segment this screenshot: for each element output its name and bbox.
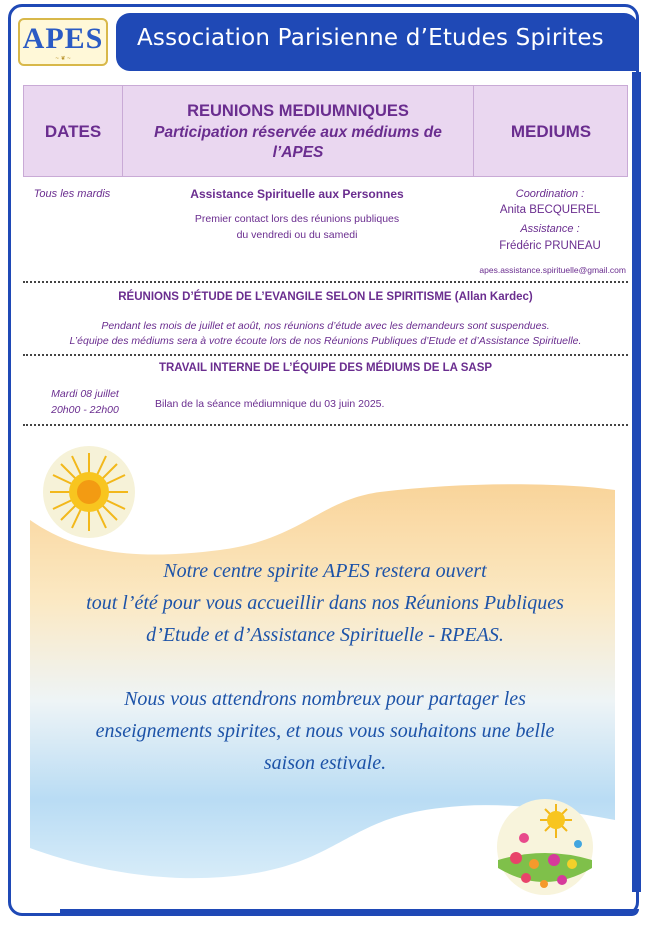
internal-work-date: Mardi 08 juillet <box>51 388 119 400</box>
internal-work-title: TRAVAIL INTERNE DE L’ÉQUIPE DES MÉDIUMS DE LA SASP <box>158 362 493 374</box>
header-meetings <box>123 86 473 178</box>
section-divider <box>23 281 628 283</box>
header-mediums: MEDIUMS <box>510 122 592 141</box>
page-title: Association Parisienne d’Etudes Spirites <box>137 25 604 51</box>
header-dates: DATES <box>44 122 102 141</box>
logo-text: APES <box>22 22 104 55</box>
sun-icon <box>42 445 136 539</box>
row1-title: Assistance Spirituelle aux Personnes <box>190 187 404 201</box>
coordination-name: Anita BECQUEREL <box>499 204 601 216</box>
row1-desc-line2: du vendredi ou du samedi <box>236 229 358 241</box>
message-line5: enseignements spirites, et nous vous souhaitons une belle <box>95 720 555 742</box>
message-line4: Nous vous attendrons nombreux pour partager les <box>124 688 526 710</box>
row1-desc-line1: Premier contact lors des réunions publiques <box>194 213 400 225</box>
frame-right-band <box>632 72 641 892</box>
section-divider <box>23 354 628 356</box>
study-section-line2: L’équipe des médiums sera à votre écoute lors de nos Réunions Publiques d’Etude et d’Assistance Spirituelle. <box>69 335 582 347</box>
study-section-line1: Pendant les mois de juillet et août, nos réunions d’étude avec les demandeurs sont suspendues. <box>101 320 550 332</box>
logo-ornament: ~ ❦ ~ <box>55 56 71 62</box>
message-line1: Notre centre spirite APES restera ouvert <box>163 560 487 582</box>
message-line6: saison estivale. <box>263 752 387 774</box>
flower-sun-icon <box>496 798 594 896</box>
study-section-title: RÉUNIONS D’ÉTUDE DE L’EVANGILE SELON LE SPIRITISME (Allan Kardec) <box>118 291 533 303</box>
table-header <box>23 85 628 177</box>
row1-date: Tous les mardis <box>33 188 111 200</box>
message-line2: tout l’été pour vous accueillir dans nos Réunions Publiques <box>86 592 564 614</box>
frame-bottom-band <box>60 909 639 916</box>
assistance-name: Frédéric PRUNEAU <box>499 240 601 252</box>
header-meetings-subtitle: Participation réservée aux médiums de l’APES <box>154 123 442 161</box>
message-line3: d’Etude et d’Assistance Spirituelle - RPEAS. <box>146 624 504 646</box>
header-meetings-title: REUNIONS MEDIUMNIQUES <box>187 101 409 120</box>
contact-email[interactable]: apes.assistance.spirituelle@gmail.com <box>479 265 626 275</box>
coordination-label: Coordination : <box>515 188 585 200</box>
internal-work-desc: Bilan de la séance médiumnique du 03 juin 2025. <box>155 398 385 410</box>
internal-work-time: 20h00 - 22h00 <box>51 404 119 416</box>
apes-logo <box>18 18 108 66</box>
section-divider <box>23 424 628 426</box>
assistance-label: Assistance : <box>520 223 580 235</box>
